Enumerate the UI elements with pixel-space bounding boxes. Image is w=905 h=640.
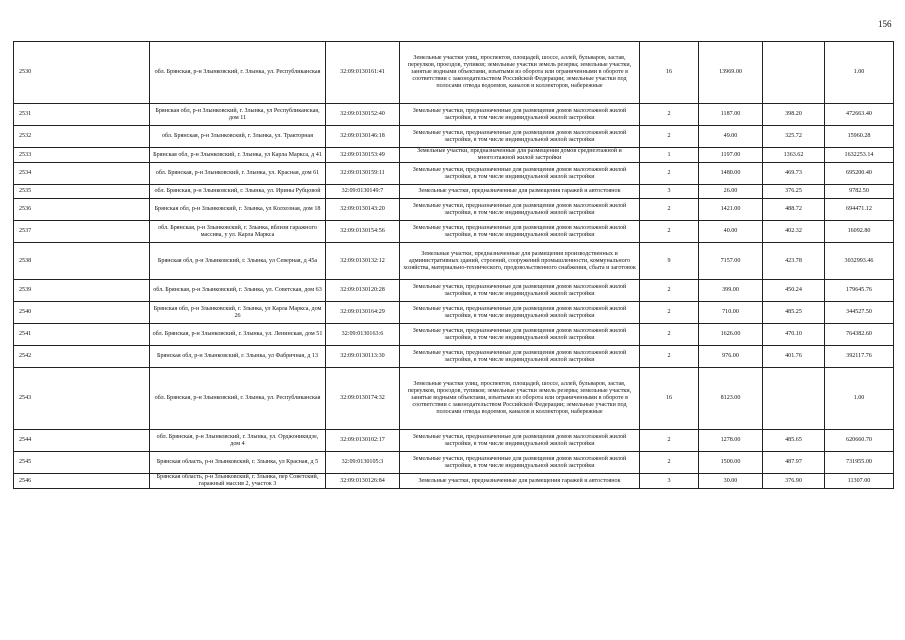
land-use-cell: Земельные участки, предназначенные для размещения производственных и административных зданий, строений, сооружений промышленности, коммунального хозяйства, материально-технического, продовольственного снабжения, сбыта и заготовок — [400, 243, 640, 280]
table-row — [14, 163, 894, 185]
address-cell: обл. Брянская, р-н Злынковский, г. Злынка, ул. Красная, дом 61 — [150, 163, 326, 185]
use-group-cell: 16 — [640, 368, 699, 430]
row-number-cell: 2535 — [14, 185, 150, 199]
address-cell: Брянская обл, р-н Злынковский, г. Злынка, ул Фабричная, д 13 — [150, 346, 326, 368]
specific-value-cell: 376.25 — [763, 185, 825, 199]
cadastral-number-cell: 32:09:0130153:49 — [326, 148, 400, 163]
cadastral-number-cell: 32:09:0130174:32 — [326, 368, 400, 430]
address-cell: обл. Брянская, р-н Злынковский, г. Злынка, ул. Тракторная — [150, 126, 326, 148]
address-cell: Брянская область, р-н Злынковский, г. Злынка, пер Советский, гаражный массив 2, участок 3 — [150, 474, 326, 489]
row-number-cell: 2541 — [14, 324, 150, 346]
cadastral-value-cell: 764382.60 — [825, 324, 894, 346]
use-group-cell: 3 — [640, 474, 699, 489]
specific-value-cell — [763, 368, 825, 430]
table-row — [14, 126, 894, 148]
cadastral-number-cell: 32:09:0130164:29 — [326, 302, 400, 324]
specific-value-cell: 401.76 — [763, 346, 825, 368]
row-number-cell: 2539 — [14, 280, 150, 302]
cadastral-value-table — [13, 41, 894, 489]
cadastral-number-cell: 32:09:0130126:84 — [326, 474, 400, 489]
address-cell: обл. Брянская, р-н Злынковский, г. Злынка, ул. Советская, дом 63 — [150, 280, 326, 302]
address-cell: Брянская обл, р-н Злынковский, г. Злынка, ул Колхозная, дом 18 — [150, 199, 326, 221]
land-use-cell: Земельные участки, предназначенные для размещения гаражей и автостоянок — [400, 474, 640, 489]
specific-value-cell: 470.10 — [763, 324, 825, 346]
use-group-cell: 3 — [640, 185, 699, 199]
area-cell: 30.00 — [699, 474, 763, 489]
cadastral-number-cell: 32:09:0130152:40 — [326, 104, 400, 126]
row-number-cell: 2538 — [14, 243, 150, 280]
cadastral-value-cell: 694471.12 — [825, 199, 894, 221]
area-cell: 710.00 — [699, 302, 763, 324]
cadastral-number-cell: 32:09:0130120:28 — [326, 280, 400, 302]
land-use-cell: Земельные участки, предназначенные для размещения домов малоэтажной жилой застройки, в том числе индивидуальной жилой застройки — [400, 126, 640, 148]
row-number-cell: 2534 — [14, 163, 150, 185]
table-row — [14, 104, 894, 126]
area-cell: 1421.00 — [699, 199, 763, 221]
address-cell: Брянская обл, р-н Злынковский, г. Злынка, ул Республиканская, дом 11 — [150, 104, 326, 126]
address-cell: обл. Брянская, р-н Злынковский, г. Злынка, ул. Ленинская, дом 51 — [150, 324, 326, 346]
area-cell: 399.00 — [699, 280, 763, 302]
use-group-cell: 2 — [640, 163, 699, 185]
address-cell: обл. Брянская, р-н Злынковский, г. Злынка, вблизи гаражного массива, у ул. Карла Маркса — [150, 221, 326, 243]
use-group-cell: 2 — [640, 302, 699, 324]
row-number-cell: 2543 — [14, 368, 150, 430]
cadastral-value-cell: 695200.40 — [825, 163, 894, 185]
area-cell: 1500.00 — [699, 452, 763, 474]
use-group-cell: 2 — [640, 104, 699, 126]
cadastral-number-cell: 32:09:0130161:41 — [326, 42, 400, 104]
address-cell: обл. Брянская, р-н Злынковский, г. Злынка, ул. Республиканская — [150, 368, 326, 430]
specific-value-cell: 1363.62 — [763, 148, 825, 163]
cadastral-number-cell: 32:09:0130105:3 — [326, 452, 400, 474]
cadastral-value-cell: 9782.50 — [825, 185, 894, 199]
land-use-cell: Земельные участки, предназначенные для размещения домов малоэтажной жилой застройки, в том числе индивидуальной жилой застройки — [400, 430, 640, 452]
address-cell: обл. Брянская, р-н Злынковский, г. Злынка, ул. Орджоникидзе, дом 4 — [150, 430, 326, 452]
cadastral-value-cell: 3032993.46 — [825, 243, 894, 280]
table-row — [14, 221, 894, 243]
land-use-cell: Земельные участки улиц, проспектов, площадей, шоссе, аллей, бульваров, застав, переулков, проездов, тупиков; земельные участки земель резерва; земельные участки, занятые водными объектами, изъятыми из оборота или ограниченными в обороте в соответствии с законодательством Российской Федерации; земельные участки под полосами отвода водоемов, каналов и коллекторов, набережные — [400, 42, 640, 104]
table-row — [14, 474, 894, 489]
cadastral-number-cell: 32:09:0130146:18 — [326, 126, 400, 148]
specific-value-cell: 376.90 — [763, 474, 825, 489]
specific-value-cell: 402.32 — [763, 221, 825, 243]
area-cell: 13969.00 — [699, 42, 763, 104]
row-number-cell: 2537 — [14, 221, 150, 243]
table-row — [14, 302, 894, 324]
area-cell: 8123.00 — [699, 368, 763, 430]
table-row — [14, 199, 894, 221]
land-use-cell: Земельные участки, предназначенные для размещения домов малоэтажной жилой застройки, в том числе индивидуальной жилой застройки — [400, 346, 640, 368]
cadastral-value-cell: 11307.00 — [825, 474, 894, 489]
land-use-cell: Земельные участки, предназначенные для размещения домов малоэтажной жилой застройки, в том числе индивидуальной жилой застройки — [400, 221, 640, 243]
area-cell: 26.00 — [699, 185, 763, 199]
row-number-cell: 2546 — [14, 474, 150, 489]
address-cell: Брянская обл, р-н Злынковский, г. Злынка, ул Карла Маркса, дом 26 — [150, 302, 326, 324]
cadastral-value-cell: 392117.76 — [825, 346, 894, 368]
table-row — [14, 346, 894, 368]
cadastral-value-cell: 1.00 — [825, 368, 894, 430]
area-cell: 1187.00 — [699, 104, 763, 126]
specific-value-cell: 325.72 — [763, 126, 825, 148]
table-row — [14, 42, 894, 104]
row-number-cell: 2533 — [14, 148, 150, 163]
cadastral-value-cell: 344527.50 — [825, 302, 894, 324]
table-row — [14, 368, 894, 430]
cadastral-value-cell: 472663.40 — [825, 104, 894, 126]
land-use-cell: Земельные участки, предназначенные для размещения домов малоэтажной жилой застройки, в том числе индивидуальной жилой застройки — [400, 163, 640, 185]
area-cell: 7157.00 — [699, 243, 763, 280]
address-cell: обл. Брянская, р-н Злынковский, г. Злынка, ул. Ирины Рубцовой — [150, 185, 326, 199]
table-row — [14, 280, 894, 302]
cadastral-value-cell: 1.00 — [825, 42, 894, 104]
row-number-cell: 2536 — [14, 199, 150, 221]
use-group-cell: 16 — [640, 42, 699, 104]
cadastral-number-cell: 32:09:0130149:7 — [326, 185, 400, 199]
address-cell: обл. Брянская, р-н Злынковский, г. Злынка, ул. Республиканская — [150, 42, 326, 104]
table-row — [14, 185, 894, 199]
address-cell: Брянская область, р-н Злынковский, г. Злынка, ул Красная, д 5 — [150, 452, 326, 474]
area-cell: 1278.00 — [699, 430, 763, 452]
area-cell: 1197.00 — [699, 148, 763, 163]
cadastral-value-cell: 15960.28 — [825, 126, 894, 148]
land-use-cell: Земельные участки, предназначенные для размещения домов малоэтажной жилой застройки, в том числе индивидуальной жилой застройки — [400, 104, 640, 126]
page-number: 156 — [878, 19, 892, 29]
table-row — [14, 430, 894, 452]
area-cell: 40.00 — [699, 221, 763, 243]
address-cell: Брянская обл, р-н Злынковский, г. Злынка, ул Карла Маркса, д 41 — [150, 148, 326, 163]
specific-value-cell: 488.72 — [763, 199, 825, 221]
specific-value-cell: 485.25 — [763, 302, 825, 324]
land-use-cell: Земельные участки, предназначенные для размещения домов малоэтажной жилой застройки, в том числе индивидуальной жилой застройки — [400, 302, 640, 324]
cadastral-number-cell: 32:09:0130143:20 — [326, 199, 400, 221]
table-row — [14, 324, 894, 346]
use-group-cell: 9 — [640, 243, 699, 280]
area-cell: 49.00 — [699, 126, 763, 148]
cadastral-number-cell: 32:09:0130102:17 — [326, 430, 400, 452]
land-use-cell: Земельные участки, предназначенные для размещения домов малоэтажной жилой застройки, в том числе индивидуальной жилой застройки — [400, 280, 640, 302]
row-number-cell: 2544 — [14, 430, 150, 452]
cadastral-number-cell: 32:09:0130132:12 — [326, 243, 400, 280]
row-number-cell: 2530 — [14, 42, 150, 104]
cadastral-number-cell: 32:09:0130154:56 — [326, 221, 400, 243]
cadastral-number-cell: 32:09:0130113:30 — [326, 346, 400, 368]
specific-value-cell: 487.97 — [763, 452, 825, 474]
area-cell: 976.00 — [699, 346, 763, 368]
use-group-cell: 2 — [640, 452, 699, 474]
specific-value-cell: 469.73 — [763, 163, 825, 185]
row-number-cell: 2540 — [14, 302, 150, 324]
area-cell: 1626.00 — [699, 324, 763, 346]
use-group-cell: 2 — [640, 430, 699, 452]
use-group-cell: 2 — [640, 221, 699, 243]
cadastral-number-cell: 32:09:0130163:6 — [326, 324, 400, 346]
use-group-cell: 1 — [640, 148, 699, 163]
cadastral-number-cell: 32:09:0130159:11 — [326, 163, 400, 185]
cadastral-value-cell: 731955.00 — [825, 452, 894, 474]
specific-value-cell: 485.65 — [763, 430, 825, 452]
land-use-cell: Земельные участки, предназначенные для размещения домов среднеэтажной и многоэтажной жилой застройки — [400, 148, 640, 163]
row-number-cell: 2531 — [14, 104, 150, 126]
cadastral-value-cell: 620660.70 — [825, 430, 894, 452]
land-use-cell: Земельные участки улиц, проспектов, площадей, шоссе, аллей, бульваров, застав, переулков, проездов, тупиков; земельные участки земель резерва; земельные участки, занятые водными объектами, изъятыми из оборота или ограниченными в обороте в соответствии с законодательством Российской Федерации; земельные участки под полосами отвода водоемов, каналов и коллекторов, набережные — [400, 368, 640, 430]
use-group-cell: 2 — [640, 324, 699, 346]
cadastral-value-cell: 16092.80 — [825, 221, 894, 243]
table-row — [14, 452, 894, 474]
row-number-cell: 2532 — [14, 126, 150, 148]
specific-value-cell: 398.20 — [763, 104, 825, 126]
table-row — [14, 243, 894, 280]
specific-value-cell: 423.78 — [763, 243, 825, 280]
area-cell: 1480.00 — [699, 163, 763, 185]
use-group-cell: 2 — [640, 346, 699, 368]
land-use-cell: Земельные участки, предназначенные для размещения домов малоэтажной жилой застройки, в том числе индивидуальной жилой застройки — [400, 324, 640, 346]
address-cell: Брянская обл, р-н Злынковский, г. Злынка, ул Северная, д 45а — [150, 243, 326, 280]
row-number-cell: 2542 — [14, 346, 150, 368]
land-use-cell: Земельные участки, предназначенные для размещения гаражей и автостоянок — [400, 185, 640, 199]
cadastral-value-cell: 179645.76 — [825, 280, 894, 302]
use-group-cell: 2 — [640, 280, 699, 302]
land-use-cell: Земельные участки, предназначенные для размещения домов малоэтажной жилой застройки, в том числе индивидуальной жилой застройки — [400, 199, 640, 221]
table-row — [14, 148, 894, 163]
use-group-cell: 2 — [640, 199, 699, 221]
specific-value-cell: 450.24 — [763, 280, 825, 302]
cadastral-value-cell: 1632253.14 — [825, 148, 894, 163]
land-use-cell: Земельные участки, предназначенные для размещения домов малоэтажной жилой застройки, в том числе индивидуальной жилой застройки — [400, 452, 640, 474]
row-number-cell: 2545 — [14, 452, 150, 474]
use-group-cell: 2 — [640, 126, 699, 148]
specific-value-cell — [763, 42, 825, 104]
